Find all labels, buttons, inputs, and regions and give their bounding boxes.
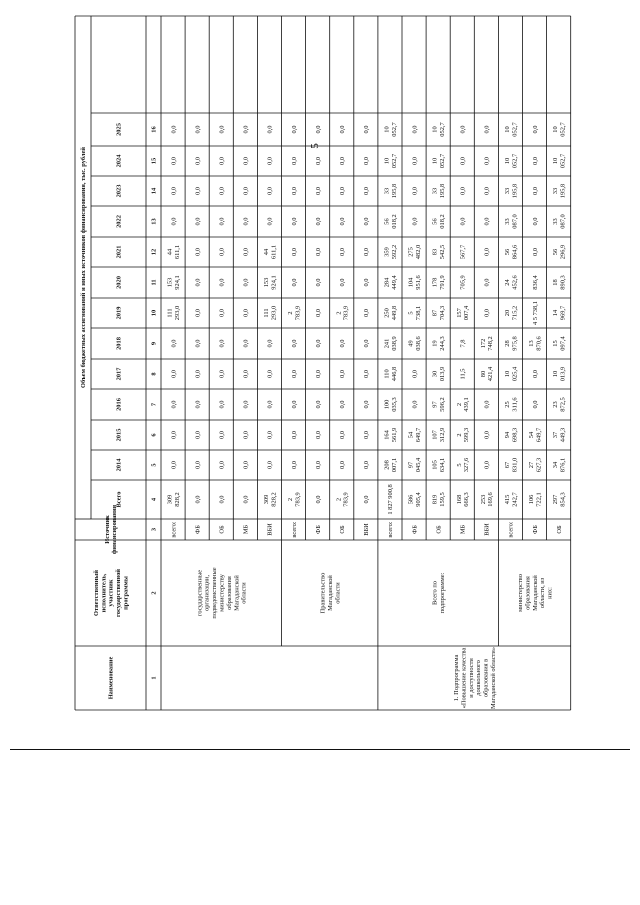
header-year: 2023 [115, 184, 123, 198]
value-cell: 0,0 [363, 400, 371, 409]
header-year: 2024 [115, 154, 123, 168]
value-cell: 0,0 [194, 125, 202, 134]
executor-cell: Всего поподпрограмме: [431, 572, 447, 614]
header-index: 2 [150, 591, 158, 595]
value-cell: 0,0 [338, 400, 346, 409]
value-cell: 0,0 [411, 400, 419, 409]
value-cell: 0,0 [194, 431, 202, 439]
value-cell: 0,0 [459, 157, 467, 165]
header-index: 5 [150, 463, 158, 467]
value-cell: 0,0 [363, 125, 371, 134]
value-cell: 0,0 [194, 495, 202, 504]
header-index: 16 [150, 126, 158, 133]
value-cell: 0,0 [290, 370, 298, 378]
value-cell: 0,0 [266, 400, 274, 409]
value-cell: 0,0 [170, 339, 178, 348]
source-cell: ВБИ [266, 523, 274, 536]
header-year: 2020 [115, 276, 123, 289]
value-cell: 10052,7 [503, 122, 519, 137]
source-cell: ОБ [218, 525, 226, 534]
source-cell: ФБ [411, 525, 419, 534]
value-cell: 54649,7 [528, 427, 543, 443]
header-name: Наименование [107, 656, 115, 700]
value-cell: 0,0 [483, 157, 491, 165]
value-cell: 297854,3 [552, 492, 567, 507]
value-cell: 2783,9 [335, 305, 350, 321]
value-cell: 0,0 [218, 157, 226, 165]
source-cell: МБ [242, 524, 250, 535]
value-cell: 0,0 [266, 461, 274, 469]
value-cell: 359592,2 [383, 244, 398, 260]
value-cell: 56296,9 [552, 244, 567, 260]
value-cell: 0,0 [483, 431, 491, 439]
value-cell: 5738,1 [407, 305, 422, 321]
executor-cell: ПравительствоМагаданскойобласти [319, 572, 342, 614]
value-cell: 83542,5 [431, 244, 447, 260]
value-cell: 106722,1 [528, 492, 543, 507]
value-cell: 2783,9 [335, 492, 350, 507]
value-cell: 54649,7 [407, 427, 422, 443]
value-cell: 284449,4 [383, 275, 398, 290]
value-cell: 0,0 [194, 461, 202, 469]
value-cell: 97596,2 [431, 397, 447, 412]
value-cell: 14969,7 [552, 305, 567, 321]
source-cell: МБ [459, 524, 467, 535]
value-cell: 0,0 [411, 187, 419, 195]
value-cell: 0,0 [170, 431, 178, 439]
value-cell: 0,0 [314, 157, 322, 165]
value-cell: 0,0 [290, 339, 298, 348]
value-cell: 10013,9 [552, 366, 567, 382]
value-cell: 2439,1 [455, 397, 471, 412]
value-cell: 819159,5 [431, 492, 447, 507]
value-cell: 586905,4 [407, 492, 422, 507]
value-cell: 0,0 [363, 461, 371, 469]
value-cell: 10052,7 [383, 153, 398, 169]
value-cell: 157007,4 [455, 305, 471, 321]
value-cell: 836,4 [531, 275, 539, 290]
value-cell: 0,0 [314, 248, 322, 256]
value-cell: 250449,8 [383, 305, 398, 321]
value-cell: 0,0 [170, 461, 178, 469]
value-cell: 208007,1 [383, 457, 398, 473]
value-cell: 34876,1 [552, 457, 567, 473]
value-cell: 0,0 [194, 339, 202, 348]
source-cell: ОБ [435, 525, 443, 534]
value-cell: 25311,6 [503, 397, 519, 412]
value-cell: 33195,8 [383, 183, 398, 199]
value-cell: 0,0 [194, 400, 202, 409]
value-cell: 164561,9 [383, 427, 398, 443]
value-cell: 0,0 [363, 309, 371, 317]
value-cell: 56018,2 [383, 214, 398, 229]
value-cell: 0,0 [483, 400, 491, 409]
source-cell: ВБИ [363, 523, 371, 536]
page-number: 5 [308, 143, 321, 149]
value-cell: 0,0 [242, 495, 250, 504]
value-cell: 0,0 [531, 157, 539, 165]
value-cell: 33195,8 [431, 183, 447, 199]
value-cell: 107312,9 [431, 427, 447, 443]
source-cell: ВБИ [483, 523, 491, 536]
value-cell: 0,0 [531, 187, 539, 195]
value-cell: 0,0 [338, 431, 346, 439]
value-cell: 94698,3 [503, 427, 519, 443]
source-cell: всего: [170, 521, 178, 538]
value-cell: 0,0 [242, 461, 250, 469]
value-cell: 10052,7 [431, 122, 447, 137]
header-index: 9 [150, 341, 158, 346]
value-cell: 0,0 [290, 431, 298, 439]
value-cell: 0,0 [170, 217, 178, 226]
value-cell: 1 827 900,8 [387, 484, 395, 515]
value-cell: 2783,9 [287, 305, 302, 321]
value-cell: 415242,7 [503, 492, 519, 507]
value-cell: 0,0 [314, 125, 322, 134]
header-year: 2017 [115, 367, 123, 381]
value-cell: 0,0 [459, 125, 467, 134]
value-cell: 0,0 [314, 339, 322, 348]
value-cell: 10052,7 [431, 153, 447, 169]
value-cell: 37449,3 [552, 427, 567, 443]
value-cell: 0,0 [483, 248, 491, 256]
value-cell: 0,0 [290, 400, 298, 409]
value-cell: 0,0 [242, 125, 250, 134]
value-cell: 0,0 [338, 339, 346, 348]
value-cell: 2783,9 [287, 492, 302, 507]
value-cell: 0,0 [242, 187, 250, 195]
header-year: 2025 [115, 123, 123, 136]
value-cell: 0,0 [242, 431, 250, 439]
value-cell: 0,0 [218, 495, 226, 504]
value-cell: 0,0 [483, 461, 491, 469]
value-cell: 10052,7 [503, 153, 519, 169]
value-cell: 0,0 [218, 248, 226, 256]
value-cell: 19244,3 [431, 336, 447, 351]
value-cell: 168666,3 [455, 492, 471, 507]
value-cell: 0,0 [483, 217, 491, 226]
value-cell: 0,0 [314, 400, 322, 409]
value-cell: 0,0 [363, 339, 371, 348]
value-cell: 105634,1 [431, 457, 447, 473]
value-cell: 0,0 [242, 157, 250, 165]
value-cell: 0,0 [411, 370, 419, 378]
header-index: 8 [150, 372, 158, 376]
value-cell: 0,0 [314, 278, 322, 287]
value-cell: 10052,7 [552, 153, 567, 169]
value-cell: 0,0 [363, 157, 371, 165]
value-cell: 0,0 [483, 309, 491, 317]
value-cell: 0,0 [266, 125, 274, 134]
value-cell: 20715,2 [503, 305, 519, 321]
value-cell: 0,0 [194, 370, 202, 378]
value-cell: 0,0 [242, 309, 250, 317]
value-cell: 153924,1 [166, 275, 181, 290]
value-cell: 0,0 [338, 278, 346, 287]
header-index: 13 [150, 218, 158, 225]
value-cell: 7,8 [459, 339, 467, 348]
value-cell: 0,0 [363, 278, 371, 287]
value-cell: 0,0 [290, 187, 298, 195]
value-cell: 0,0 [218, 125, 226, 134]
value-cell: 0,0 [194, 187, 202, 195]
header-source: Источникфинансирования [104, 504, 119, 555]
value-cell: 253169,6 [479, 492, 495, 507]
source-cell: всего: [290, 521, 298, 538]
value-cell: 0,0 [242, 217, 250, 226]
value-cell: 0,0 [483, 278, 491, 287]
value-cell: 178791,9 [431, 275, 447, 290]
value-cell: 0,0 [218, 431, 226, 439]
value-cell: 0,0 [363, 370, 371, 378]
header-volume: Объем бюджетных ассигнований и иных источников финансирования, тыс. рублей [80, 147, 88, 388]
value-cell: 309828,2 [166, 492, 181, 507]
value-cell: 87704,3 [431, 305, 447, 321]
value-cell: 0,0 [314, 217, 322, 226]
value-cell: 30013,9 [431, 366, 447, 382]
value-cell: 0,0 [314, 461, 322, 469]
value-cell: 241038,9 [383, 336, 398, 351]
header-year: 2015 [115, 428, 123, 442]
header-index: 6 [150, 433, 158, 437]
value-cell: 0,0 [338, 157, 346, 165]
value-cell: 0,0 [290, 157, 298, 165]
value-cell: 0,0 [194, 278, 202, 287]
value-cell: 705,9 [459, 275, 467, 290]
value-cell: 0,0 [338, 370, 346, 378]
value-cell: 0,0 [242, 339, 250, 348]
value-cell: 0,0 [363, 431, 371, 439]
value-cell: 0,0 [170, 400, 178, 409]
value-cell: 0,0 [314, 431, 322, 439]
value-cell: 0,0 [194, 248, 202, 256]
value-cell: 0,0 [290, 248, 298, 256]
value-cell: 0,0 [338, 125, 346, 134]
value-cell: 0,0 [266, 339, 274, 348]
value-cell: 13870,6 [528, 336, 543, 351]
value-cell: 0,0 [266, 217, 274, 226]
value-cell: 56018,2 [431, 214, 447, 229]
value-cell: 0,0 [411, 217, 419, 226]
value-cell: 0,0 [531, 217, 539, 226]
value-cell: 104951,6 [407, 275, 422, 290]
header-year: 2019 [115, 306, 123, 320]
value-cell: 0,0 [170, 125, 178, 134]
value-cell: 0,0 [314, 495, 322, 504]
value-cell: 0,0 [531, 125, 539, 134]
header-year: 2021 [115, 245, 123, 259]
value-cell: 5327,6 [455, 457, 471, 473]
value-cell: 10025,4 [503, 366, 519, 382]
value-cell: 33195,8 [552, 183, 567, 199]
value-cell: 0,0 [218, 217, 226, 226]
source-cell: ФБ [531, 525, 539, 534]
value-cell: 0,0 [338, 187, 346, 195]
value-cell: 0,0 [170, 187, 178, 195]
value-cell: 275482,0 [407, 244, 422, 260]
value-cell: 0,0 [338, 461, 346, 469]
header-index: 1 [150, 676, 158, 680]
value-cell: 0,0 [411, 125, 419, 134]
value-cell: 0,0 [290, 217, 298, 226]
header-index: 4 [150, 497, 158, 502]
value-cell: 0,0 [218, 278, 226, 287]
value-cell: 0,0 [314, 309, 322, 317]
value-cell: 2599,3 [455, 427, 471, 443]
value-cell: 10052,7 [552, 122, 567, 137]
value-cell: 567,7 [459, 244, 467, 260]
source-cell: ОБ [338, 525, 346, 534]
value-cell: 0,0 [459, 187, 467, 195]
source-cell: ФБ [314, 525, 322, 534]
value-cell: 56864,6 [503, 244, 519, 260]
value-cell: 0,0 [218, 461, 226, 469]
value-cell: 11,5 [459, 368, 467, 380]
value-cell: 0,0 [218, 400, 226, 409]
value-cell: 0,0 [242, 278, 250, 287]
value-cell: 0,0 [194, 309, 202, 317]
value-cell: 23872,5 [552, 397, 567, 412]
executor-cell: министерствообразованияМагаданскойобласти, изних: [516, 574, 554, 612]
header-index: 7 [150, 402, 158, 407]
header-year: 2018 [115, 337, 123, 350]
header-year: 2016 [115, 398, 123, 411]
value-cell: 27627,3 [528, 457, 543, 473]
value-cell: 0,0 [218, 187, 226, 195]
value-cell: 0,0 [483, 125, 491, 134]
value-cell: 0,0 [483, 187, 491, 195]
value-cell: 0,0 [218, 339, 226, 348]
value-cell: 49038,6 [407, 336, 422, 351]
value-cell: 0,0 [266, 431, 274, 439]
header-executor: Ответственныйисполнитель,участникгосударственнойпрограммы [92, 569, 130, 617]
value-cell: 0,0 [290, 278, 298, 287]
value-cell: 24452,6 [503, 275, 519, 290]
header-index: 12 [150, 248, 158, 256]
value-cell: 172748,2 [479, 336, 495, 351]
value-cell: 0,0 [338, 248, 346, 256]
grid-texts [80, 122, 566, 709]
value-cell: 0,0 [266, 370, 274, 378]
value-cell: 10052,7 [383, 122, 398, 137]
value-cell: 0,0 [290, 461, 298, 469]
value-cell: 0,0 [459, 217, 467, 226]
header-index: 14 [150, 187, 158, 195]
value-cell: 0,0 [314, 187, 322, 195]
source-cell: ФБ [194, 525, 202, 534]
value-cell: 0,0 [266, 187, 274, 195]
header-index: 10 [150, 309, 158, 317]
value-cell: 97045,4 [407, 457, 422, 473]
value-cell: 44611,1 [166, 244, 181, 260]
value-cell: 0,0 [338, 217, 346, 226]
value-cell: 0,0 [411, 157, 419, 165]
value-cell: 0,0 [242, 248, 250, 256]
value-cell: 0,0 [290, 125, 298, 134]
source-cell: всего: [387, 521, 395, 538]
value-cell: 0,0 [194, 217, 202, 226]
value-cell: 80421,4 [479, 366, 495, 382]
value-cell: 0,0 [531, 248, 539, 256]
header-year: 2022 [115, 215, 123, 228]
value-cell: 0,0 [242, 400, 250, 409]
source-cell: всего: [507, 521, 515, 538]
value-cell: 18890,3 [552, 275, 567, 290]
value-cell: 111293,0 [166, 305, 181, 321]
value-cell: 33087,0 [503, 214, 519, 229]
value-cell: 0,0 [531, 400, 539, 409]
value-cell: 0,0 [531, 370, 539, 378]
value-cell: 111293,0 [262, 305, 278, 321]
header-year: Всего [115, 491, 123, 508]
value-cell: 15097,4 [552, 336, 567, 351]
value-cell: 28975,8 [503, 336, 519, 351]
value-cell: 0,0 [314, 370, 322, 378]
subprogram-name: 1. Подпрограмма«Повышение качестваи доступностидошкольногообразования вМагаданской области» [453, 647, 497, 709]
value-cell: 33087,0 [552, 214, 567, 229]
value-cell: 0,0 [170, 370, 178, 378]
value-cell: 100035,3 [383, 397, 398, 412]
value-cell: 0,0 [363, 248, 371, 256]
value-cell: 0,0 [170, 157, 178, 165]
header-index: 3 [150, 527, 158, 532]
value-cell: 44611,1 [262, 244, 278, 260]
executor-cell: государственныеорганизации,подведомственныеминистерствуобразованияМагаданскойобласти [196, 567, 248, 619]
value-cell: 0,0 [363, 217, 371, 226]
value-cell: 4 5 738,1 [531, 301, 539, 325]
header-index: 15 [150, 157, 158, 165]
value-cell: 0,0 [242, 370, 250, 378]
value-cell: 67831,0 [503, 457, 519, 473]
source-cell: ОБ [555, 525, 563, 534]
value-cell: 0,0 [218, 309, 226, 317]
value-cell: 110446,8 [383, 366, 398, 382]
value-cell: 0,0 [363, 187, 371, 195]
header-index: 11 [150, 279, 158, 286]
value-cell: 33195,8 [503, 183, 519, 199]
value-cell: 153924,1 [262, 275, 278, 290]
value-cell: 0,0 [218, 370, 226, 378]
value-cell: 0,0 [266, 157, 274, 165]
header-year: 2014 [115, 458, 123, 472]
value-cell: 0,0 [194, 157, 202, 165]
value-cell: 0,0 [363, 495, 371, 504]
value-cell: 309828,2 [262, 492, 278, 507]
